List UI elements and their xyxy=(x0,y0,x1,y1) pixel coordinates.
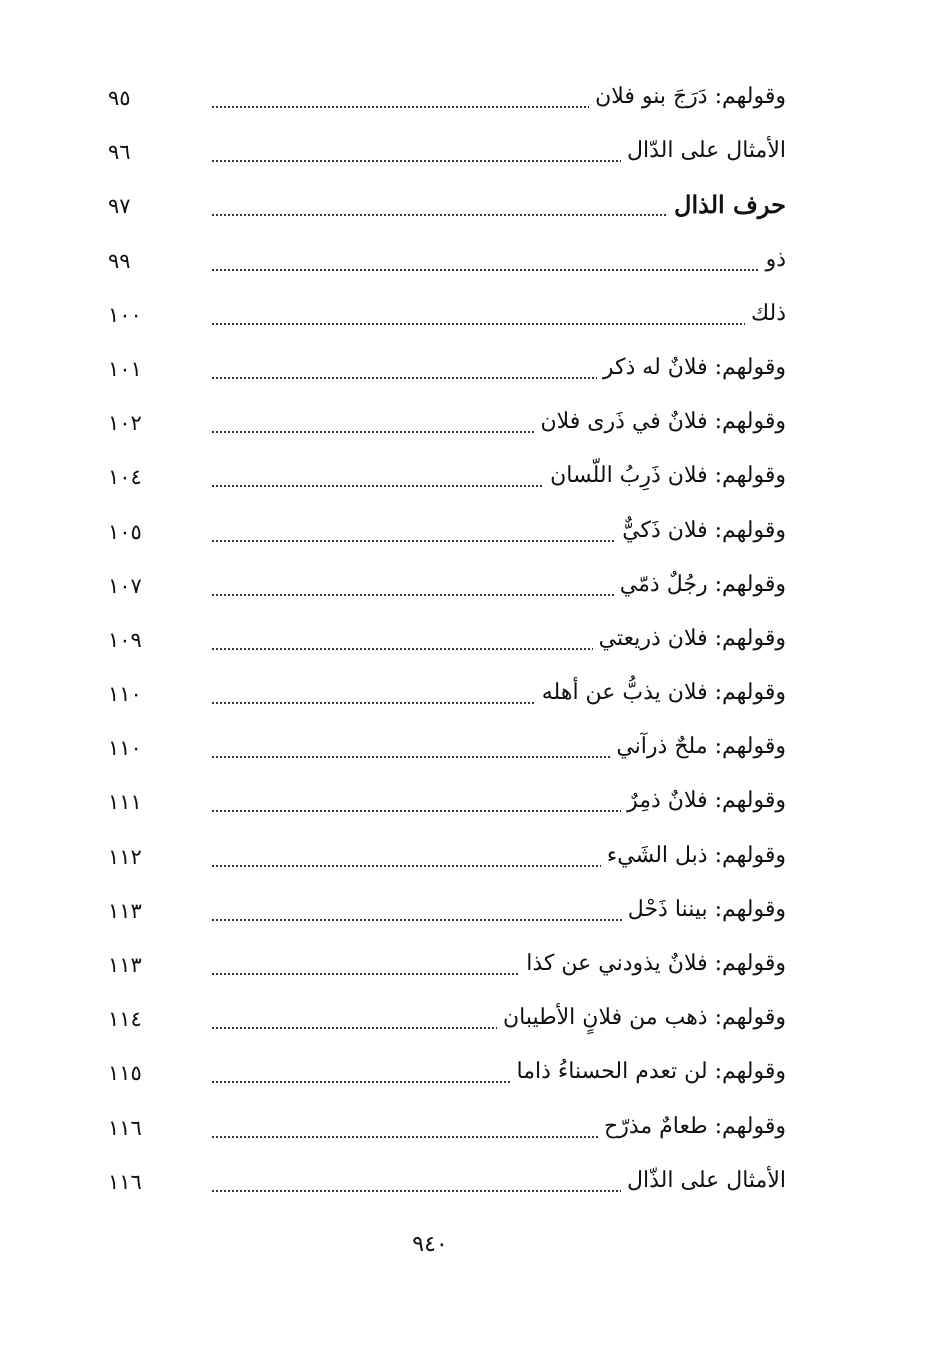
entry-title: وقولهم: دَرَجَ بنو فلان xyxy=(589,82,786,112)
toc-entry xyxy=(100,343,790,397)
entry-page-number: ١١٠ xyxy=(108,682,142,707)
dot-leader xyxy=(212,323,782,325)
entry-title: ذو xyxy=(760,245,786,275)
entry-title: وقولهم: ملحٌ ذرآني xyxy=(610,732,786,762)
entry-title: وقولهم: لن تعدم الحسناءُ ذاما xyxy=(511,1057,786,1087)
entry-page-number: ١٠٥ xyxy=(108,519,142,544)
entry-page-number: ١٠٩ xyxy=(108,627,142,652)
toc-entry xyxy=(100,126,790,180)
entry-page-number: ٩٧ xyxy=(108,194,131,219)
toc-entry xyxy=(100,776,790,830)
entry-page-number: ٩٥ xyxy=(108,86,131,110)
entry-title: الأمثال على الدّال xyxy=(621,136,786,166)
entry-title: وقولهم: ذبل الشَيء xyxy=(601,841,786,871)
page-number: ٩٤٠ xyxy=(412,1232,448,1257)
toc-entry xyxy=(100,1156,790,1210)
entry-page-number: ١١٦ xyxy=(108,1115,142,1140)
entry-title: وقولهم: بيننا ذَحْل xyxy=(622,895,786,925)
toc-entry xyxy=(100,939,790,993)
entry-page-number: ٩٩ xyxy=(108,248,131,273)
toc-entry xyxy=(100,560,790,614)
entry-title: الأمثال على الذّال xyxy=(621,1166,786,1196)
entry-page-number: ١١٣ xyxy=(108,898,142,923)
toc-entry xyxy=(100,885,790,939)
entry-title: وقولهم: رجُلٌ ذمّي xyxy=(614,570,786,600)
toc-entry xyxy=(100,1047,790,1101)
entry-page-number: ١٠٧ xyxy=(108,573,142,598)
toc-entry xyxy=(100,72,790,126)
entry-title: وقولهم: فلان ذَرِبُ اللّسان xyxy=(544,461,786,491)
entry-page-number: ١١٢ xyxy=(108,844,142,869)
entry-page-number: ١٠٠ xyxy=(108,302,142,327)
toc-entry xyxy=(100,506,790,560)
entry-title: وقولهم: فلان يذبُّ عن أهله xyxy=(536,678,786,708)
entry-title: وقولهم: فلانٌ يذودني عن كذا xyxy=(520,949,786,979)
entry-title: وقولهم: فلانٌ له ذكر xyxy=(597,353,786,383)
toc-entry xyxy=(100,722,790,776)
entry-title: وقولهم: فلانٌ في ذَرى فلان xyxy=(535,407,786,437)
entry-title: وقولهم: طعامٌ مذرّح xyxy=(598,1112,786,1142)
toc-entry xyxy=(100,397,790,451)
entry-page-number: ١١٤ xyxy=(108,1007,142,1032)
toc-entry xyxy=(100,289,790,343)
table-of-contents xyxy=(100,72,790,1210)
entry-page-number: ١١٣ xyxy=(108,953,142,977)
entry-page-number: ١١٦ xyxy=(108,1169,142,1194)
entry-title: وقولهم: فلان ذريعتي xyxy=(593,624,786,654)
entry-page-number: ١٠٢ xyxy=(108,411,142,436)
toc-entry xyxy=(100,831,790,885)
entry-title: وقولهم: ذهب من فلانٍ الأطيبان xyxy=(497,1003,786,1033)
toc-entry xyxy=(100,993,790,1047)
dot-leader xyxy=(212,269,782,271)
entry-title: ذلك xyxy=(745,299,786,329)
entry-page-number: ١٠٤ xyxy=(108,465,142,490)
toc-entry xyxy=(100,614,790,668)
toc-entry xyxy=(100,451,790,505)
entry-title: وقولهم: فلان ذَكيٌّ xyxy=(616,516,786,546)
toc-entry xyxy=(100,1102,790,1156)
entry-page-number: ١١١ xyxy=(108,790,142,815)
entry-page-number: ١١٥ xyxy=(108,1061,142,1086)
toc-section-heading-row xyxy=(100,180,790,234)
entry-page-number: ١٠١ xyxy=(108,356,142,381)
entry-page-number: ٩٦ xyxy=(108,140,131,165)
toc-entry xyxy=(100,235,790,289)
toc-entry xyxy=(100,668,790,722)
entry-title: وقولهم: فلانٌ ذمِرٌ xyxy=(621,786,786,816)
entry-page-number: ١١٠ xyxy=(108,736,142,761)
section-heading: حرف الذال xyxy=(668,190,786,220)
